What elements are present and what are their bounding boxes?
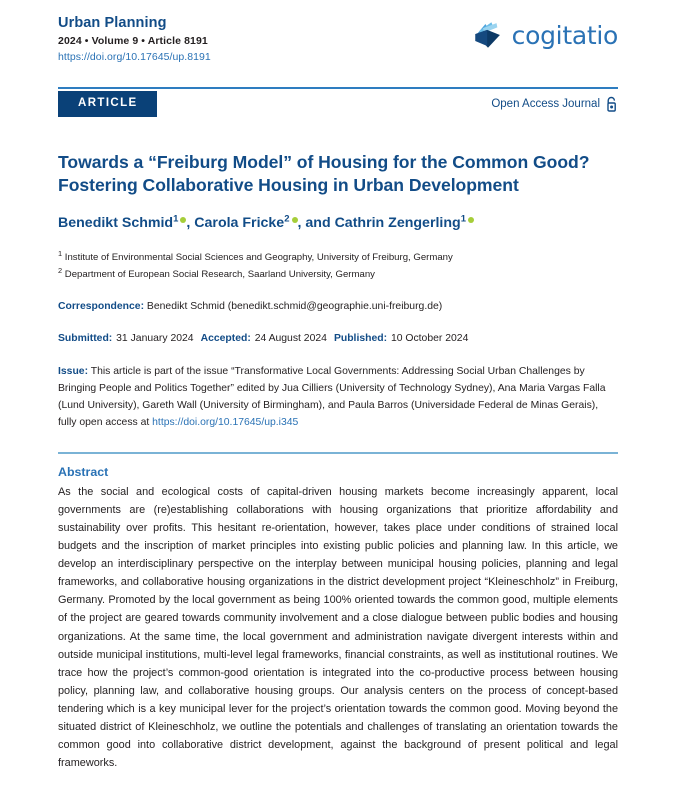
journal-info — [58, 14, 211, 65]
title-line-2: Fostering Collaborative Housing in Urban Development — [58, 175, 519, 196]
article-type-row — [58, 89, 618, 119]
article-type-badge: ARTICLE — [58, 91, 157, 117]
masthead — [58, 0, 618, 65]
abstract-heading: Abstract — [58, 464, 109, 479]
accepted-label: Accepted: — [200, 332, 251, 344]
affiliation-marker: 1 — [58, 248, 63, 258]
affiliation-marker: 2 — [58, 265, 63, 275]
affiliation-text: Institute of Environmental Social Sciences and Geography, University of Freiburg, Germany — [64, 251, 453, 263]
open-access-label: Open Access Journal — [491, 97, 600, 110]
open-padlock-icon — [605, 96, 618, 112]
author-separator: , — [186, 215, 195, 232]
abstract-text: As the social and ecological costs of capital-driven housing markets become increasingly apparent, local governments are (re)establishing collaborations with housing organizations that prioritize affordability and sustainability over profits. This hesitant re-orientation, however, takes place under conditions of strained local budgets and the inscription of market principles into existing public policies and planning law. In this article, we develop an interdisciplinary perspective on the interplay between municipal housing policies, planning and legal frameworks, and collaborative housing organizations in the district development project “Kleineschholz” in Freiburg, Germany. Promoted by the local government as being 100% oriented towards the common good, multiple elements of the project are geared towards community involvement and a close dialogue between public bodies and housing organizations. At the same time, the local government and administration navigate divergent interests within and outside municipal institutions, multi-level legal frameworks, financial constraints, as well as institutional routines. We trace how the project’s common-good orientation is integrated into the co-productive process between housing policy, planning law, and collaborative housing groups. Our analysis centers on the process of concept-based tendering which is a key municipal lever for the project’s orientation towards the common good. Moving beyond the situated district of Kleineschholz, we outline the potentials and challenges of translating an orientation towards the common good into collaborative district development, against the background of present political and legal frameworks. — [58, 485, 618, 770]
correspondence-line — [58, 299, 618, 315]
title-line-1: Towards a “Freiburg Model” of Housing for the Common Good? — [58, 151, 590, 172]
correspondence-value[interactable]: Benedikt Schmid (benedikt.schmid@geographie.uni-freiburg.de) — [146, 301, 443, 313]
article-doi-link[interactable]: https://doi.org/10.17645/up.8191 — [58, 50, 211, 63]
author-entry — [58, 215, 194, 231]
accepted-date: 24 August 2024 — [254, 332, 327, 344]
affiliation-text: Department of European Social Research, Saarland University, Germany — [64, 269, 375, 281]
publication-dates — [58, 331, 618, 347]
author-affiliation-marker: 1 — [460, 213, 466, 225]
issue-text: This article is part of the issue “Transformative Local Governments: Addressing Social Urban Challenges by Bringing People and Politics Together” edited by Jua Cilliers (University of Technology Sydney), Ana Maria Vargas Falla (Lund University), Gareth Wall (University of Birmingham), and Paula Barros (Universidade Federal de Minas Gerais), fully open access at — [58, 366, 606, 428]
open-access-indicator — [491, 96, 618, 112]
submitted-date: 31 January 2024 — [116, 332, 194, 344]
affiliation-item — [58, 248, 618, 265]
journal-title: Urban Planning — [58, 15, 167, 31]
affiliation-list — [58, 248, 618, 283]
publisher-wordmark: cogitatio — [511, 20, 618, 50]
author-affiliation-marker: 2 — [284, 213, 290, 225]
issue-note — [58, 364, 618, 431]
author-entry — [194, 215, 334, 231]
author-name: Carola Fricke — [194, 215, 285, 232]
abstract-divider — [58, 452, 618, 454]
published-label: Published: — [333, 332, 388, 344]
author-entry — [335, 215, 474, 231]
author-name: Benedikt Schmid — [58, 215, 174, 232]
page-title — [58, 151, 618, 198]
author-affiliation-marker: 1 — [173, 213, 179, 225]
author-list — [58, 214, 618, 234]
author-separator: , and — [297, 215, 335, 232]
open-book-pages-icon — [471, 18, 505, 52]
issue-label: Issue: — [58, 366, 89, 378]
orcid-icon[interactable] — [468, 217, 474, 223]
author-name: Cathrin Zengerling — [334, 215, 461, 232]
published-date: 10 October 2024 — [390, 332, 469, 344]
issue-doi-link[interactable]: https://doi.org/10.17645/up.i345 — [152, 416, 299, 428]
publisher-logo[interactable] — [471, 14, 618, 52]
submitted-label: Submitted: — [58, 332, 113, 344]
affiliation-item — [58, 265, 618, 282]
journal-issue-meta: 2024 • Volume 9 • Article 8191 — [58, 35, 208, 48]
correspondence-label: Correspondence: — [58, 301, 145, 313]
